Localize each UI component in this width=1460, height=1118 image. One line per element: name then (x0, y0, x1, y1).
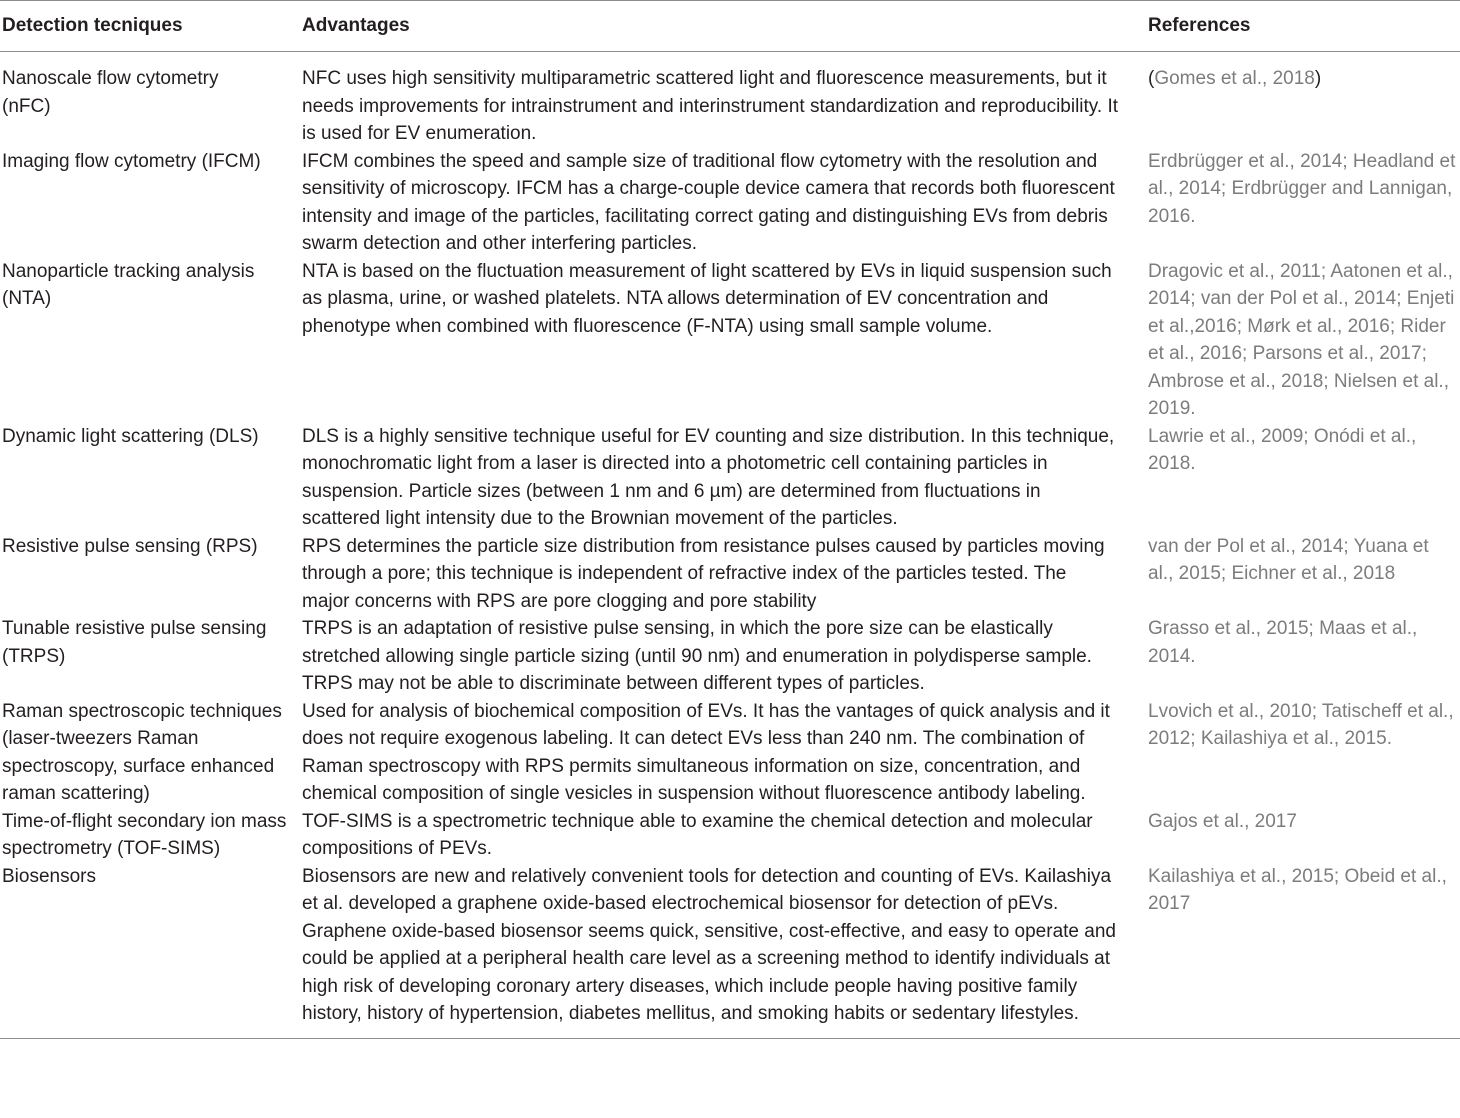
technique-cell: Imaging flow cytometry (IFCM) (2, 150, 261, 172)
header-advantages: Advantages (302, 14, 410, 36)
advantages-cell: TOF-SIMS is a spectrometric technique able to examine the chemical detection and molecular compositions of PEVs. (302, 810, 1093, 859)
advantages-cell: DLS is a highly sensitive technique useful for EV counting and size distribution. In this technique, monochromatic light from a laser is directed into a photometric cell containing particles in suspension. Particle sizes (between 1 nm and 6 µm) are determined from fluctuations in scattered light intensity due to the Brownian movement of the particles. (302, 425, 1115, 529)
advantages-cell: NTA is based on the fluctuation measurement of light scattered by EVs in liquid suspension such as plasma, urine, or washed platelets. NTA allows determination of EV concentration and phenotype when combined with fluorescence (F-NTA) using small sample volume. (302, 260, 1112, 337)
table-row (0, 863, 1460, 1039)
table-row (0, 52, 1460, 148)
advantages-cell: Used for analysis of biochemical composition of EVs. It has the vantages of quick analysis and it does not require exogenous labeling. It can detect EVs less than 240 nm. The combination of Raman spectroscopy with RPS permits simultaneous information on size, concentration, and chemical composition of single vesicles in suspension without fluorescence antibody labeling. (302, 700, 1110, 804)
references-cell[interactable]: Lawrie et al., 2009; Onódi et al., 2018. (1148, 425, 1417, 474)
references-cell[interactable]: Grasso et al., 2015; Maas et al., 2014. (1148, 618, 1418, 667)
technique-cell: Nanoparticle tracking analysis (NTA) (2, 260, 255, 309)
table-row (0, 148, 1460, 258)
technique-cell: Raman spectroscopic techniques (laser-tweezers Raman spectroscopy, surface enhanced raman scattering) (2, 700, 282, 804)
technique-cell: Resistive pulse sensing (RPS) (2, 535, 258, 557)
technique-cell: Biosensors (2, 865, 96, 887)
header-technique: Detection tecniques (2, 14, 183, 36)
ref-open-paren: ( (1148, 68, 1155, 89)
table-row (0, 258, 1460, 423)
technique-cell: Time-of-flight secondary ion mass spectrometry (TOF-SIMS) (2, 810, 287, 859)
references-cell[interactable]: Gajos et al., 2017 (1148, 810, 1297, 832)
technique-cell: Dynamic light scattering (DLS) (2, 425, 259, 447)
table-row (0, 423, 1460, 533)
references-cell[interactable]: Lvovich et al., 2010; Tatischeff et al., 2012; Kailashiya et al., 2015. (1148, 700, 1454, 749)
table-row (0, 808, 1460, 863)
reference-link[interactable]: Gomes et al., 2018 (1154, 68, 1315, 89)
technique-cell: Nanoscale flow cytometry (nFC) (2, 68, 219, 117)
table-row (0, 698, 1460, 808)
advantages-cell: TRPS is an adaptation of resistive pulse sensing, in which the pore size can be elastically stretched allowing single particle sizing (until 90 nm) and enumeration in polydisperse sample. TRPS may not be able to discriminate between different types of particles. (302, 618, 1092, 694)
advantages-cell: IFCM combines the speed and sample size of traditional flow cytometry with the resolution and sensitivity of microscopy. IFCM has a charge-couple device camera that records both fluorescent intensity and image of the particles, facilitating correct gating and distinguishing EVs from debris swarm detection and other interfering particles. (302, 150, 1115, 254)
header-references: References (1148, 14, 1251, 36)
references-cell[interactable]: Kailashiya et al., 2015; Obeid et al., 2017 (1148, 865, 1447, 914)
ref-close-paren: ) (1314, 68, 1322, 89)
references-cell[interactable]: Erdbrügger et al., 2014; Headland et al., 2014; Erdbrügger and Lannigan, 2016. (1148, 150, 1456, 227)
references-cell[interactable]: van der Pol et al., 2014; Yuana et al., 2015; Eichner et al., 2018 (1148, 535, 1429, 584)
advantages-cell: NFC uses high sensitivity multiparametric scattered light and fluorescence measurements, but it needs improvements for intrainstrument and interinstrument standardization and reproducibility. It is used for EV enumeration. (302, 68, 1118, 144)
references-cell (1148, 52, 1460, 148)
references-cell[interactable]: Dragovic et al., 2011; Aatonen et al., 2014; van der Pol et al., 2014; Enjeti et al.,2016; Mørk et al., 2016; Rider et al., 2016; Parsons et al., 2017; Ambrose et al., 2018; Nielsen et al., 2019. (1148, 260, 1455, 419)
advantages-cell: Biosensors are new and relatively convenient tools for detection and counting of EVs. Kailashiya et al. developed a graphene oxide-based electrochemical biosensor for detection of pEVs. Graphene oxide-based biosensor seems quick, sensitive, cost-effective, and easy to operate and could be applied at a peripheral health care level as a screening method to identify individuals at high risk of developing coronary artery diseases, which include people having positive family history, history of hypertension, diabetes mellitus, and smoking habits or sedentary lifestyles. (302, 865, 1116, 1024)
technique-cell: Tunable resistive pulse sensing (TRPS) (2, 618, 267, 667)
table-row (0, 615, 1460, 698)
advantages-cell: RPS determines the particle size distribution from resistance pulses caused by particles moving through a pore; this technique is independent of refractive index of the particles tested. The major concerns with RPS are pore clogging and pore stability (302, 535, 1105, 612)
table-header-row (0, 1, 1460, 52)
table-row (0, 533, 1460, 616)
